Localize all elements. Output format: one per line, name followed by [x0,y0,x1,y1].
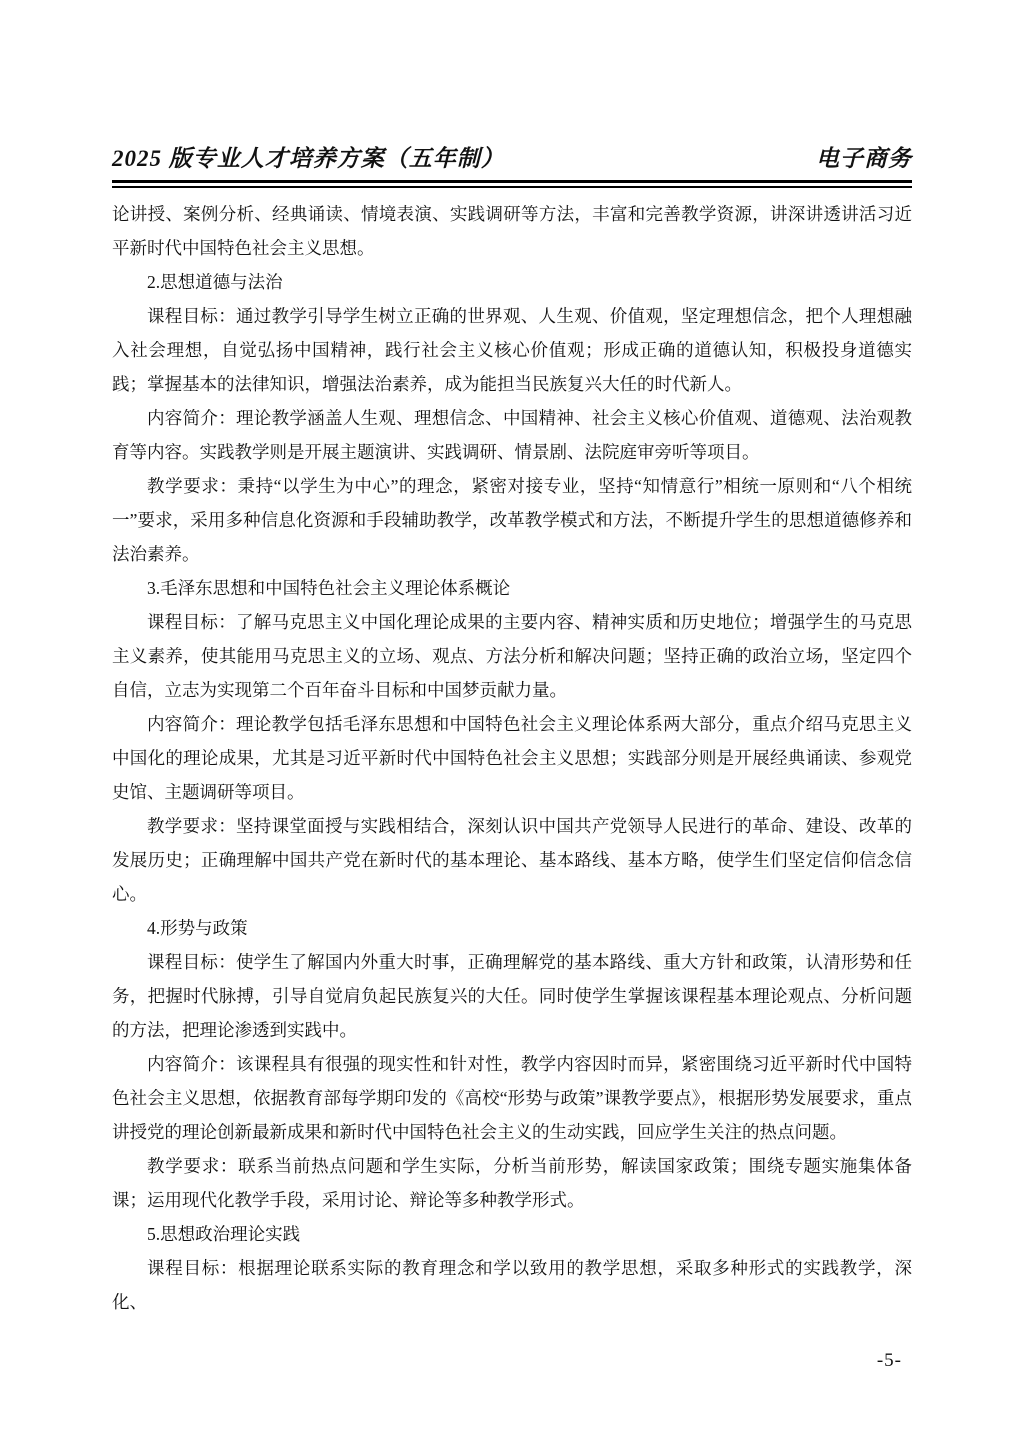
paragraph: 课程目标：通过教学引导学生树立正确的世界观、人生观、价值观，坚定理想信念，把个人理想融入社会理想，自觉弘扬中国精神，践行社会主义核心价值观；形成正确的道德认知，积极投身道德实践；掌握基本的法律知识，增强法治素养，成为能担当民族复兴大任的时代新人。 [112,306,912,394]
paragraph: 内容简介：理论教学包括毛泽东思想和中国特色社会主义理论体系两大部分，重点介绍马克思主义中国化的理论成果，尤其是习近平新时代中国特色社会主义思想；实践部分则是开展经典诵读、参观党史馆、主题调研等项目。 [112,714,912,802]
paragraph: 教学要求：秉持“以学生为中心”的理念，紧密对接专业，坚持“知情意行”相统一原则和“八个相统一”要求，采用多种信息化资源和手段辅助教学，改革教学模式和方法，不断提升学生的思想道德修养和法治素养。 [112,476,912,564]
section-heading: 2.思想道德与法治 [147,272,283,292]
paragraph: 内容简介：理论教学涵盖人生观、理想信念、中国精神、社会主义核心价值观、道德观、法治观教育等内容。实践教学则是开展主题演讲、实践调研、情景剧、法院庭审旁听等项目。 [112,408,912,462]
section-heading: 4.形势与政策 [147,918,248,938]
section-heading: 3.毛泽东思想和中国特色社会主义理论体系概论 [147,578,511,598]
paragraph: 课程目标：使学生了解国内外重大时事，正确理解党的基本路线、重大方针和政策，认清形势和任务，把握时代脉搏，引导自觉肩负起民族复兴的大任。同时使学生掌握该课程基本理论观点、分析问题的方法，把理论渗透到实践中。 [112,952,912,1040]
section-heading: 5.思想政治理论实践 [147,1224,301,1244]
page-number: -5- [876,1350,902,1371]
header-divider [112,180,912,188]
paragraph: 教学要求：坚持课堂面授与实践相结合，深刻认识中国共产党领导人民进行的革命、建设、改革的发展历史；正确理解中国共产党在新时代的基本理论、基本路线、基本方略，使学生们坚定信仰信念信心。 [112,816,912,904]
page-header [112,140,912,173]
header-right-title: 电子商务 [816,146,912,171]
header-left-title: 2025 版专业人才培养方案（五年制） [112,146,505,171]
paragraph: 内容简介：该课程具有很强的现实性和针对性，教学内容因时而异，紧密围绕习近平新时代中国特色社会主义思想，依据教育部每学期印发的《高校“形势与政策”课教学要点》，根据形势发展要求，重点讲授党的理论创新最新成果和新时代中国特色社会主义的生动实践，回应学生关注的热点问题。 [112,1054,912,1142]
paragraph: 论讲授、案例分析、经典诵读、情境表演、实践调研等方法，丰富和完善教学资源，讲深讲透讲活习近平新时代中国特色社会主义思想。 [112,204,912,258]
paragraph: 课程目标：了解马克思主义中国化理论成果的主要内容、精神实质和历史地位；增强学生的马克思主义素养，使其能用马克思主义的立场、观点、方法分析和解决问题；坚持正确的政治立场，坚定四个自信，立志为实现第二个百年奋斗目标和中国梦贡献力量。 [112,612,912,700]
paragraph: 课程目标：根据理论联系实际的教育理念和学以致用的教学思想，采取多种形式的实践教学，深化、 [112,1258,912,1312]
paragraph: 教学要求：联系当前热点问题和学生实际，分析当前形势，解读国家政策；围绕专题实施集体备课；运用现代化教学手段，采用讨论、辩论等多种教学形式。 [112,1156,912,1210]
document-body [112,197,912,1319]
